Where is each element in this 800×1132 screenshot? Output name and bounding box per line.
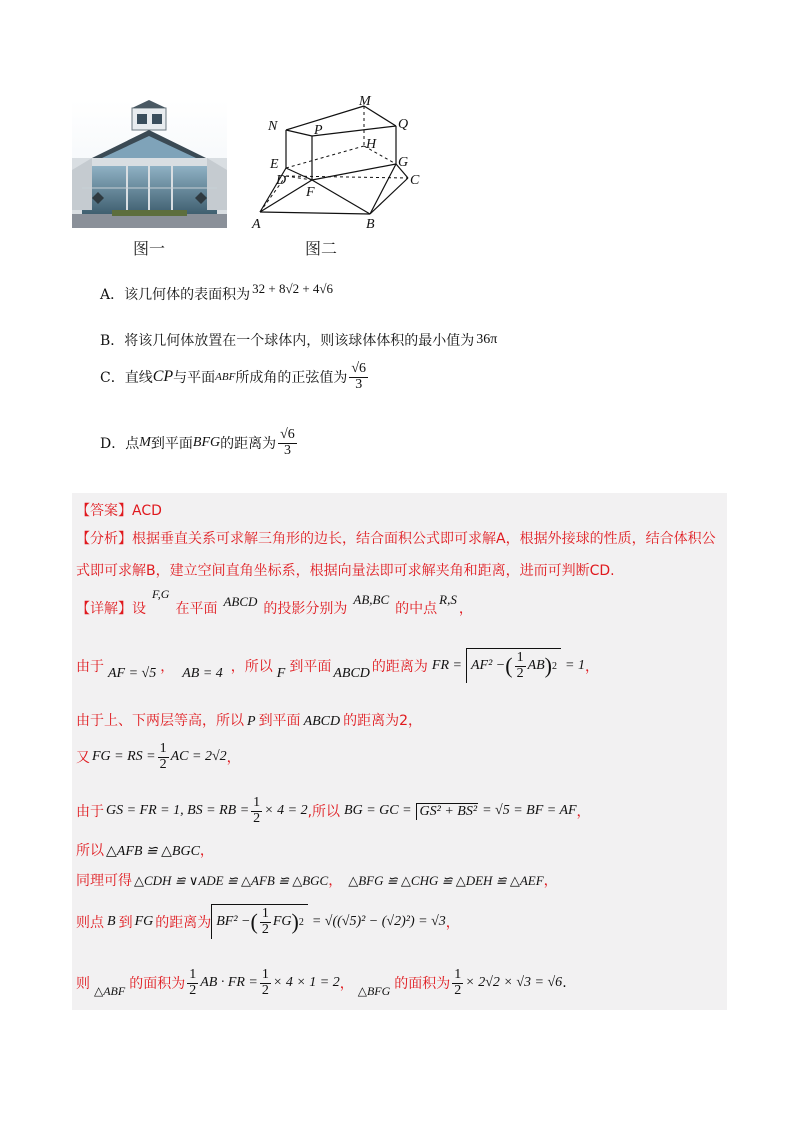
line-3-t3: 的距离为2，: [343, 713, 423, 729]
option-c-text-1: C．直线: [100, 370, 153, 387]
option-b: [100, 330, 497, 350]
line-9-e4: △BFG: [357, 983, 391, 998]
line-7-t2: ，: [328, 873, 343, 889]
building-photo: [72, 100, 227, 228]
line-2-fr: FR =: [431, 657, 462, 673]
line-9-t5: .: [562, 975, 567, 992]
detail-tag: 【详解】: [76, 601, 132, 617]
option-c: [100, 362, 370, 392]
detail-line-7: [76, 870, 558, 890]
detail-line-5: [76, 796, 591, 826]
line-5-n: 1: [253, 795, 261, 810]
line-2-t2: ，: [160, 658, 175, 675]
detail-line-2: [76, 648, 599, 683]
option-c-fraction: [349, 362, 368, 392]
line-3-v: P: [247, 714, 256, 729]
answer-tag: 【答案】: [76, 503, 132, 519]
answer-line: [76, 500, 162, 520]
option-d: [100, 428, 299, 458]
option-c-var-abf: ABF: [215, 371, 236, 384]
line-9-t2: 的面积为: [129, 976, 186, 993]
option-d-var-m: M: [139, 435, 151, 451]
line-2-half: [515, 651, 526, 681]
line-8-n: 1: [261, 906, 269, 921]
label-N: N: [268, 119, 278, 134]
line-9-t1: 则: [76, 976, 90, 993]
label-Q: Q: [398, 117, 409, 132]
option-b-label: B．将该几何体放置在一个球体内，则该球体体积的最小值为: [100, 333, 475, 349]
line-7-t3: ，: [543, 873, 558, 889]
line-8-v1: B: [107, 913, 116, 929]
label-M: M: [359, 96, 371, 109]
line-5-d: 2: [253, 810, 261, 826]
detail-line-8: [76, 904, 460, 939]
line-4-e2: AC = 2√2: [170, 749, 227, 765]
line-2-af2: AF² −: [470, 658, 506, 674]
line-8-t4: ，: [445, 914, 460, 931]
line-9-d3: 2: [454, 982, 462, 998]
line-2-t4: 到平面: [289, 658, 332, 675]
line-9-t4: 的面积为: [394, 976, 451, 993]
line-8-t2: 到: [118, 914, 133, 931]
line-2-ab: AB: [527, 658, 545, 674]
line-2-sqrt-expr: AF² − ( $\frac{1}{2}$ AB ) 2: [466, 648, 561, 683]
detail-1-v4: R,S: [439, 592, 457, 607]
label-E: E: [270, 157, 279, 172]
line-2-eq1: = 1: [565, 657, 585, 673]
line-3-t1: 由于上、下两层等高，所以: [76, 713, 244, 729]
detail-line-1: [76, 587, 473, 618]
line-8-t3: 的距离为: [155, 914, 212, 931]
option-b-expr: 36π: [476, 332, 498, 347]
line-9-half-3: [452, 968, 463, 998]
detail-1-v1: F,G: [152, 587, 170, 601]
line-4-half: [158, 742, 169, 772]
figure-2-caption: 图二: [305, 239, 338, 258]
line-2-t5: 的距离为: [371, 658, 428, 675]
detail-line-3: [76, 710, 422, 730]
label-A: A: [252, 217, 261, 232]
option-c-numerator: √6: [351, 361, 367, 376]
option-c-var-cp: CP: [152, 368, 174, 386]
detail-1-v3: AB,BC: [353, 592, 390, 607]
line-2-t3: ，所以: [230, 658, 273, 675]
line-2-half-d: 2: [516, 665, 524, 681]
line-5-t2: ,所以: [307, 804, 341, 821]
line-9-half-2: [260, 968, 271, 998]
line-9-e2: AB · FR =: [200, 975, 258, 991]
label-D: D: [276, 173, 287, 188]
line-9-half-1: [187, 968, 198, 998]
label-H: H: [366, 137, 377, 152]
line-5-e3: BG = GC =: [344, 803, 412, 819]
line-2-v: F: [276, 665, 286, 681]
option-c-text-2: 与平面: [173, 370, 216, 387]
option-d-text-2: 到平面: [150, 436, 193, 453]
line-5-t3: ，: [576, 804, 591, 821]
option-d-numerator: √6: [280, 427, 295, 442]
option-c-denominator: 3: [355, 376, 363, 392]
option-a: [100, 281, 334, 304]
line-2-e1: AF = √5: [108, 665, 157, 681]
line-5-half: [251, 796, 262, 826]
line-9-d2: 2: [261, 982, 269, 998]
option-a-expr: 32 + 8√2 + 4√6: [252, 281, 334, 296]
option-d-text-3: 的距离为: [220, 436, 277, 453]
line-3-v2: ABCD: [303, 714, 341, 729]
line-5-e5: = √5 = BF = AF: [482, 803, 577, 819]
line-9-n3: 1: [454, 967, 462, 982]
detail-line-6: [76, 840, 214, 860]
detail-1-t4: 的中点: [395, 601, 438, 617]
line-2-v2: ABCD: [333, 665, 370, 681]
detail-1-v2: ABCD: [223, 594, 258, 609]
line-4-e1: FG = RS =: [92, 749, 156, 765]
line-6-t2: ，: [199, 843, 214, 859]
line-2-e2: AB = 4: [182, 665, 223, 681]
line-9-n1: 1: [189, 967, 197, 982]
detail-line-4: [76, 742, 241, 772]
line-2-t1: 由于: [76, 658, 104, 675]
option-c-text-3: 所成角的正弦值为: [235, 370, 348, 387]
line-8-half: [260, 907, 271, 937]
option-d-denominator: 3: [283, 442, 291, 458]
line-9-t3: ，: [339, 976, 354, 993]
line-2-half-n: 1: [516, 650, 524, 665]
line-5-e2: × 4 = 2: [264, 803, 308, 819]
figure-1-caption: 图一: [133, 239, 166, 258]
line-9-d1: 2: [189, 982, 197, 998]
analysis-tag: 【分析】: [76, 531, 132, 547]
line-9-e5: × 2√2 × √3 = √6: [465, 975, 563, 991]
line-8-fg: FG: [272, 914, 292, 930]
line-8-e3: = √((√5)² − (√2)²) = √3: [311, 913, 446, 929]
line-8-t1: 则点: [76, 914, 104, 931]
label-C: C: [410, 173, 420, 188]
line-6-e1: △AFB ≌ △BGC: [106, 844, 200, 859]
line-3-t2: 到平面: [258, 713, 301, 729]
option-a-label: A．该几何体的表面积为: [100, 287, 251, 303]
option-d-fraction: [278, 428, 297, 458]
line-9-e1: △ABF: [94, 983, 126, 998]
analysis-text-1: 根据垂直关系可求解三角形的边长，结合面积公式即可求解A，根据外接球的性质，结合体积公: [132, 531, 716, 547]
line-8-d: 2: [261, 921, 269, 937]
option-d-text-1: D．点: [100, 436, 140, 453]
line-8-v2: FG: [134, 913, 154, 929]
line-9-e3: × 4 × 1 = 2: [272, 975, 340, 991]
detail-1-t3: 的投影分别为: [263, 601, 348, 617]
line-4-t1: 又: [76, 750, 90, 767]
label-P: P: [314, 123, 323, 138]
detail-1-t5: ，: [458, 601, 473, 617]
line-2-t6: ，: [584, 658, 599, 675]
detail-line-9: [76, 968, 567, 998]
line-5-sqrt: GS² + BS²: [416, 803, 479, 820]
line-8-sqrt-expr: BF² − ( $\frac{1}{2}$ FG ) 2: [211, 904, 308, 939]
line-7-e1: △CDH ≌ ∨ADE ≌ △AFB ≌ △BGC: [134, 873, 329, 888]
line-9-n2: 1: [261, 967, 269, 982]
analysis-text-2: 式即可求解B，建立空间直角坐标系，根据向量法即可求解夹角和距离，进而可判断CD.: [76, 563, 615, 579]
line-5-t1: 由于: [76, 804, 104, 821]
analysis-line-2: [76, 560, 615, 580]
line-4-d: 2: [159, 756, 167, 772]
line-5-e1: GS = FR = 1, BS = RB =: [106, 803, 250, 819]
detail-1-t2: 在平面: [175, 601, 218, 617]
line-7-e2: △BFG ≌ △CHG ≌ △DEH ≌ △AEF: [348, 873, 544, 888]
line-7-t1: 同理可得: [76, 873, 132, 889]
line-6-t1: 所以: [76, 843, 104, 859]
label-F: F: [306, 185, 315, 200]
option-d-var-bfg: BFG: [192, 435, 221, 451]
line-4-n: 1: [159, 741, 167, 756]
analysis-line-1: [76, 528, 716, 548]
label-B: B: [366, 217, 375, 232]
line-4-t2: ，: [226, 750, 241, 767]
line-8-bf2: BF² −: [216, 914, 251, 930]
label-G: G: [398, 155, 409, 170]
geometry-diagram: [248, 96, 428, 236]
detail-1-t1: 设: [132, 601, 146, 617]
answer-value: ACD: [132, 503, 162, 519]
